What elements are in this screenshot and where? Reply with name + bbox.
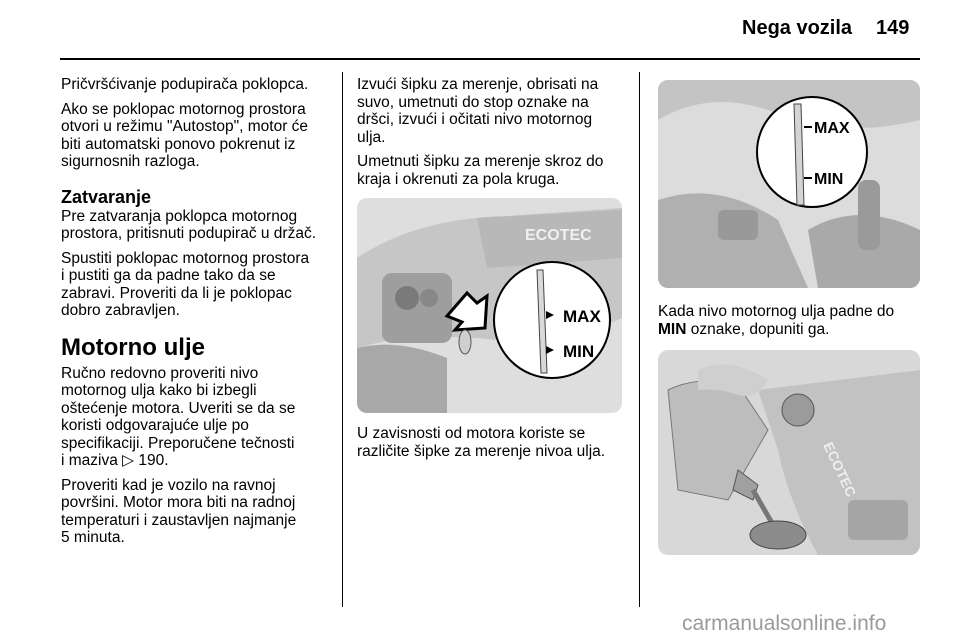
paragraph: Pre zatvaranja poklopca motornog prostora, pritisnuti podupirač u držač. (61, 207, 317, 242)
engine-brand-text: ECOTEC (820, 439, 860, 500)
paragraph: Spustiti poklopac motornog prostora i pustiti ga da padne tako da se zabravi. Proveriti da li je poklopac dobro zabravljen. (61, 249, 310, 319)
watermark: carmanualsonline.info (682, 612, 887, 635)
max-mark-label: MAX (563, 307, 601, 326)
paragraph: U zavisnosti od motora koriste se različite šipke za merenje nivoa ulja. (357, 425, 606, 460)
engine-dipstick-illustration (357, 198, 622, 413)
paragraph (61, 365, 336, 470)
min-bold-text: MIN (658, 320, 687, 338)
column-left (61, 76, 336, 554)
section-title: Nega vozila (742, 17, 853, 39)
min-mark-label: MIN (814, 171, 844, 188)
paragraph: Proveriti kad je vozilo na ravnoj površini. Motor mora biti na radnoj temperaturi i zaustavljen najmanje 5 minuta. (61, 476, 297, 546)
min-mark-label: MIN (563, 342, 595, 361)
paragraph: Pričvršćivanje podupirača poklopca. (61, 76, 309, 93)
header-rule (60, 58, 920, 60)
heading-engine-oil: Motorno ulje (61, 333, 205, 361)
column-middle-caption (357, 425, 632, 467)
heading-closing: Zatvaranje (61, 186, 152, 207)
column-divider-1 (342, 72, 343, 607)
paragraph: Ako se poklopac motornog prostora otvori u režimu "Autostop", motor će biti automatski ponovo pokrenut iz sigurnosnih razloga. (61, 100, 309, 170)
dipstick-figure (357, 198, 622, 413)
paragraph-text: Kada nivo motornog ulja padne do (658, 303, 895, 320)
dipstick-detail-illustration (658, 80, 920, 288)
max-mark-label: MAX (814, 120, 850, 137)
paragraph: Izvući šipku za merenje, obrisati na suvo, umetnuti do stop oznake na dršci, izvući i očitati nivo motornog ulja. (357, 76, 599, 146)
paragraph: Umetnuti šipku za merenje skroz do kraja i okrenuti za pola kruga. (357, 153, 604, 188)
page-number: 149 (876, 17, 910, 39)
dipstick-detail-figure (658, 80, 920, 288)
page-header (0, 0, 960, 60)
engine-brand-text: ECOTEC (525, 227, 592, 244)
page-ref-arrow-icon: ▷ (122, 452, 135, 469)
paragraph-text: oznake, dopuniti ga. (686, 320, 830, 338)
paragraph (658, 303, 920, 338)
paragraph-text: Ručno redovno proveriti nivo motornog ulja kako bi izbegli oštećenje motora. Uveriti se da se koristi odgovarajuće ulje po specifikaciji. Preporučene tečnosti i maziva (61, 364, 296, 469)
column-divider-2 (639, 72, 640, 607)
oil-refill-illustration (658, 350, 920, 555)
column-right-caption (658, 303, 920, 345)
oil-refill-figure (658, 350, 920, 555)
column-middle (357, 76, 632, 195)
page-ref[interactable]: 190. (138, 452, 169, 469)
